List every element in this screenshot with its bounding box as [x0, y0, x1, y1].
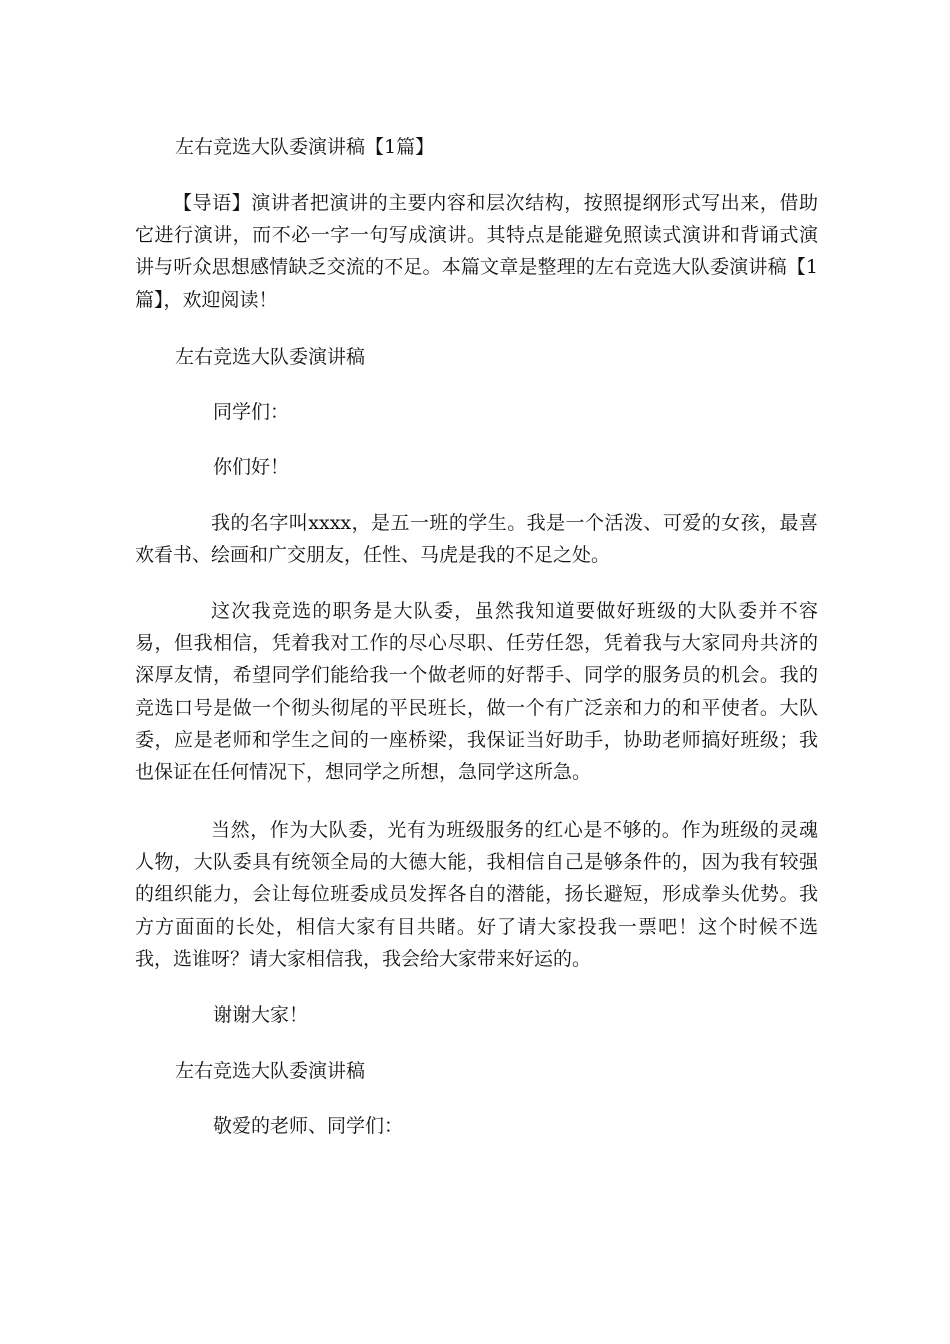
intro-paragraph: 【导语】演讲者把演讲的主要内容和层次结构，按照提纲形式写出来，借助它进行演讲，而不必一字一句写成演讲。其特点是能避免照读式演讲和背诵式演讲与听众思想感情缺乏交流的不足。本篇文章是整理的左右竞选大队委演讲稿【1篇】，欢迎阅读！ — [135, 192, 818, 311]
speech2-heading: 左右竞选大队委演讲稿 — [175, 1060, 366, 1082]
speech2-salutation: 敬爱的老师、同学们： — [213, 1115, 404, 1137]
speech1-heading: 左右竞选大队委演讲稿 — [175, 346, 366, 368]
speech1-paragraph-2: 这次我竞选的职务是大队委，虽然我知道要做好班级的大队委并不容易，但我相信，凭着我对工作的尽心尽职、任劳任怨，凭着我与大家同舟共济的深厚友情，希望同学们能给我一个做老师的好帮手、同学的服务员的机会。我的竞选口号是做一个彻头彻尾的平民班长，做一个有广泛亲和力的和平使者。大队委，应是老师和学生之间的一座桥梁，我保证当好助手，协助老师搞好班级；我也保证在任何情况下，想同学之所想，急同学这所急。 — [135, 600, 818, 784]
document-title: 左右竞选大队委演讲稿【1篇】 — [175, 136, 435, 158]
speech1-greeting: 你们好！ — [213, 456, 290, 478]
speech1-closing: 谢谢大家！ — [213, 1004, 309, 1026]
speech1-paragraph-3: 当然，作为大队委，光有为班级服务的红心是不够的。作为班级的灵魂人物，大队委具有统领全局的大德大能，我相信自己是够条件的，因为我有较强的组织能力，会让每位班委成员发挥各自的潜能，扬长避短，形成拳头优势。我方方面面的长处，相信大家有目共睹。好了请大家投我一票吧！这个时候不选我，选谁呀？请大家相信我，我会给大家带来好运的。 — [135, 819, 818, 970]
speech1-salutation: 同学们： — [213, 401, 290, 423]
speech1-paragraph-1: 我的名字叫xxxx，是五一班的学生。我是一个活泼、可爱的女孩，最喜欢看书、绘画和广交朋友，任性、马虎是我的不足之处。 — [135, 512, 818, 567]
